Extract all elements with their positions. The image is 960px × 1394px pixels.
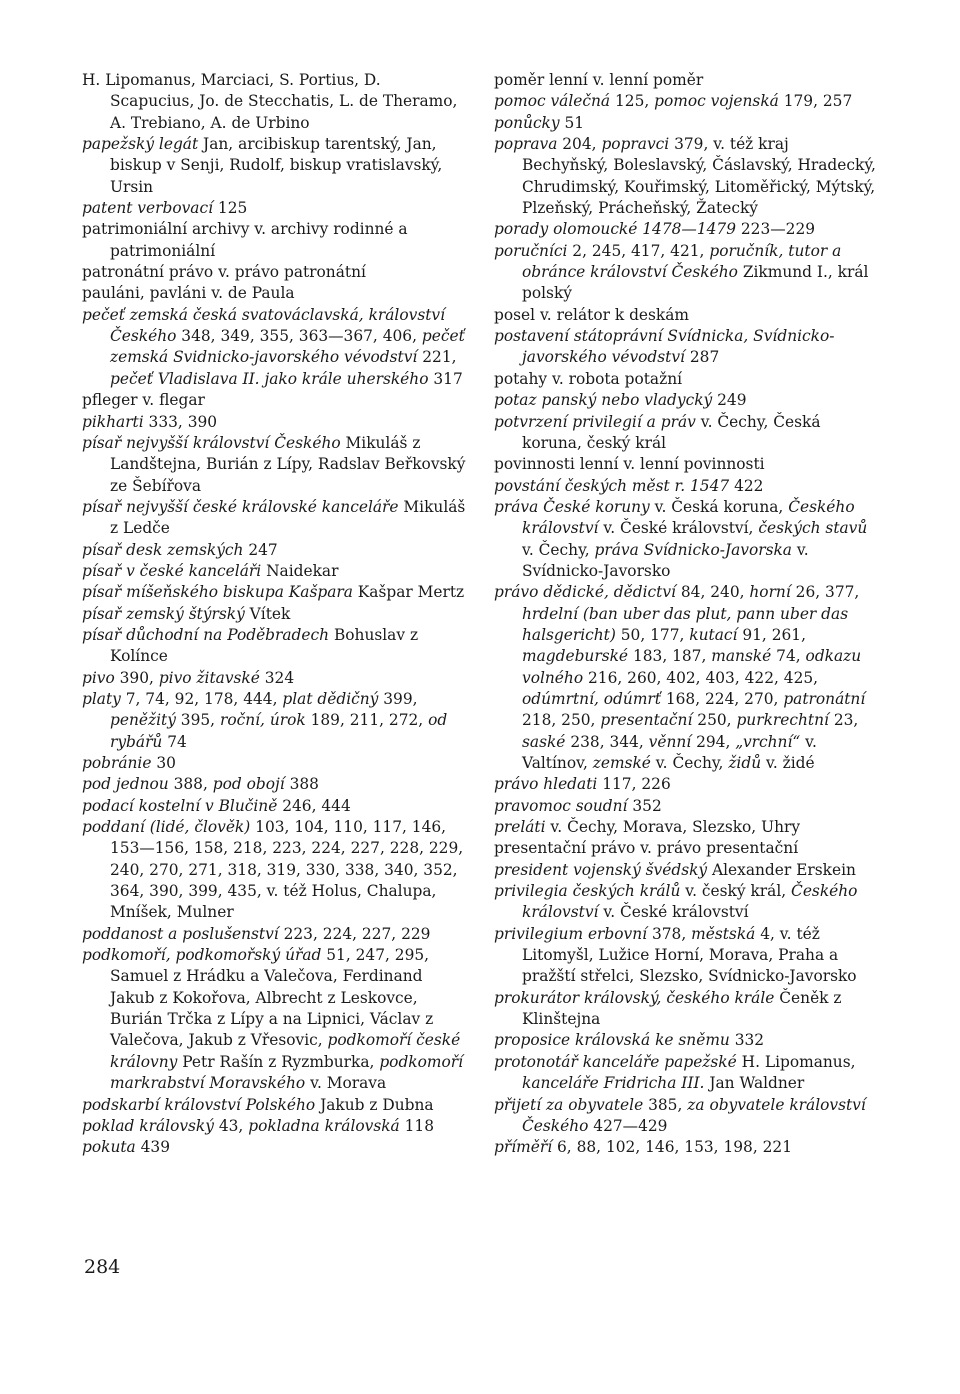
index-entry: [494, 860, 880, 881]
entry-text: Jan Waldner: [704, 1074, 805, 1093]
index-entry: [82, 689, 466, 753]
index-entry: [82, 1137, 466, 1158]
entry-term: potaz panský nebo vladycký: [494, 391, 713, 410]
entry-text: pfleger v. flegar: [82, 391, 205, 410]
index-column-right: [494, 70, 880, 1159]
entry-term: pravomoc soudní: [494, 796, 628, 815]
index-entry: [82, 604, 466, 625]
entry-text: v. český král,: [680, 882, 792, 901]
index-entry: [82, 924, 466, 945]
entry-text: 125: [213, 199, 248, 218]
entry-text: 4, v. též Litomyšl, Lužice Horní, Morava, Praha a pražští střelci, Slezsko, Svídnicko-Javorsko: [522, 924, 857, 986]
entry-text: v. Valtínov,: [522, 732, 817, 772]
entry-text: 294,: [691, 732, 736, 751]
index-entry: [494, 1052, 880, 1095]
index-entry: [494, 924, 880, 988]
entry-text: 74: [162, 732, 187, 751]
index-entry: [82, 433, 466, 497]
entry-text: v. Morava: [305, 1074, 387, 1093]
entry-term: magdeburské: [522, 647, 629, 666]
index-entry: [494, 390, 880, 411]
index-entry: [82, 497, 466, 540]
entry-text: 385,: [643, 1095, 688, 1114]
entry-term: povstání českých měst r. 1547: [494, 476, 730, 495]
index-entry: [494, 326, 880, 369]
index-entry: [494, 881, 880, 924]
entry-text: 333, 390: [143, 412, 218, 431]
index-entry: [82, 305, 466, 390]
entry-term: roční, úrok: [219, 711, 306, 730]
entry-text: 427—429: [588, 1116, 668, 1135]
entry-text: patronátní právo v. právo patronátní: [82, 263, 366, 282]
entry-text: Alexander Erskein: [707, 860, 856, 879]
entry-text: 422: [729, 476, 764, 495]
entry-term: potvrzení privilegií a práv: [494, 412, 696, 431]
entry-term: pečeť zemská česká svatováclavská, království Českého: [82, 305, 446, 346]
entry-term: písař důchodní na Poděbradech: [82, 625, 330, 644]
entry-text: 287: [685, 348, 720, 367]
entry-term: podkomoří české královny: [110, 1031, 461, 1071]
index-entry: [82, 582, 466, 603]
entry-text: 117, 226: [597, 775, 671, 794]
entry-text: v. Čechy,: [650, 754, 729, 772]
entry-text: 125,: [610, 92, 655, 111]
index-entry: [494, 1095, 880, 1138]
entry-text: v. České království,: [598, 519, 759, 538]
entry-text: Bohuslav z Kolínce: [110, 625, 419, 666]
index-entry: [82, 1116, 466, 1137]
entry-text: v. židé: [761, 754, 815, 772]
entry-text: 26, 377,: [790, 583, 860, 602]
entry-text: 218, 250,: [522, 711, 601, 730]
entry-term: písař nejvyšší české královské kanceláře: [82, 497, 399, 516]
index-entry: [494, 369, 880, 390]
index-entry: [82, 774, 466, 795]
index-entry: [494, 91, 880, 112]
entry-term: přijetí za obyvatele: [494, 1095, 644, 1114]
entry-text: 2, 245, 417, 421,: [567, 241, 710, 260]
index-entry: [82, 561, 466, 582]
entry-term: právo hledati: [494, 775, 598, 794]
entry-term: pečeť zemská Svidnicko-javorského vévodství: [110, 327, 465, 367]
entry-text: potahy v. robota potažní: [494, 369, 683, 388]
entry-term: Českého království: [522, 882, 858, 922]
entry-text: 216, 260, 402, 403, 422, 425,: [583, 668, 819, 687]
entry-text: 221,: [417, 348, 457, 367]
entry-text: posel v. relátor k deskám: [494, 305, 690, 324]
entry-text: 91, 261,: [737, 625, 806, 644]
entry-term: podkomoří markrabství Moravského: [110, 1052, 464, 1093]
entry-text: povinnosti lenní v. lenní povinnosti: [494, 455, 765, 474]
entry-text: presentační právo v. právo presentační: [494, 839, 799, 858]
entry-text: Jan, arcibiskup tarentský, Jan, biskup v Senji, Rudolf, biskup vratislavský, Ursin: [110, 135, 443, 196]
entry-term: postavení státoprávní Svídnicka, Svídnicko-javorského vévodství: [494, 327, 835, 367]
entry-text: 179, 257: [778, 92, 853, 111]
entry-term: manské: [711, 647, 772, 666]
entry-term: od rybářů: [110, 711, 448, 751]
index-entry: [82, 198, 466, 219]
entry-text: v. Svídnicko-Javorsko: [522, 540, 809, 580]
entry-text: 352: [627, 796, 662, 815]
index-entry: [494, 796, 880, 817]
entry-term: popravci: [601, 135, 670, 154]
entry-term: Českého království: [522, 497, 855, 538]
index-entry: [494, 817, 880, 838]
index-entry: [494, 219, 880, 240]
entry-text: Kašpar Mertz: [352, 583, 465, 602]
entry-text: 6, 88, 102, 146, 153, 198, 221: [552, 1138, 792, 1157]
entry-term: právo dědické, dědictví: [494, 583, 676, 602]
entry-text: 249: [712, 391, 747, 410]
index-entry: [82, 540, 466, 561]
entry-term: kanceláře Fridricha III.: [522, 1074, 705, 1093]
entry-text: 324: [259, 668, 295, 687]
entry-term: podskarbí království Polského: [82, 1095, 316, 1114]
entry-text: pauláni, pavláni v. de Paula: [82, 284, 295, 303]
entry-term: písař zemský štýrský: [82, 604, 245, 623]
index-column-left: [82, 70, 466, 1159]
entry-term: pokuta: [82, 1138, 136, 1157]
entry-term: pomoc válečná: [494, 92, 611, 111]
entry-term: proposice královská ke sněmu: [494, 1031, 730, 1050]
entry-text: 238, 344,: [565, 732, 649, 751]
entry-term: patronátní: [783, 689, 866, 708]
entry-term: židů: [728, 754, 762, 772]
entry-term: saské: [522, 732, 566, 751]
index-entry: [494, 497, 880, 582]
entry-term: peněžitý: [110, 711, 176, 730]
entry-term: purkrechtní: [736, 711, 829, 730]
entry-term: preláti: [494, 818, 546, 837]
entry-text: v. Čechy, Morava, Slezsko, Uhry: [545, 818, 801, 837]
entry-text: v. Čechy,: [522, 540, 595, 559]
entry-text: Mikuláš z Ledče: [110, 497, 466, 538]
index-entry: [82, 796, 466, 817]
entry-text: H. Lipomanus,: [736, 1052, 856, 1071]
entry-term: platy: [82, 689, 121, 708]
entry-term: zemské: [592, 754, 651, 772]
entry-text: patrimoniální archivy v. archivy rodinné a patrimoniální: [82, 220, 408, 260]
index-entry: [494, 774, 880, 795]
entry-term: písař v české kanceláři: [82, 561, 262, 580]
index-entry: [494, 838, 880, 859]
entry-text: Petr Rašín z Ryzmburka,: [177, 1052, 380, 1071]
entry-term: president vojenský švédský: [494, 860, 708, 879]
index-entry: [82, 70, 466, 134]
entry-text: v. Česká koruna,: [649, 497, 789, 516]
entry-text: 7, 74, 92, 178, 444,: [120, 689, 283, 708]
index-entry: [494, 454, 880, 475]
entry-term: pivo: [82, 668, 115, 687]
index-entry: [494, 113, 880, 134]
index-entry: [494, 582, 880, 774]
entry-term: prokurátor královský, českého krále: [494, 988, 775, 1007]
entry-text: 168, 224, 270,: [660, 689, 784, 708]
entry-text: 348, 349, 355, 363—367, 406,: [176, 327, 422, 346]
entry-text: 247: [243, 540, 278, 559]
page-number: 284: [84, 1256, 121, 1278]
entry-text: 74,: [771, 647, 806, 666]
entry-term: plat dědičný: [282, 689, 379, 708]
entry-term: pod obojí: [212, 775, 285, 794]
index-entry: [82, 283, 466, 304]
entry-text: 379, v. též kraj Bechyňský, Boleslavský, Čáslavský, Hradecký, Chrudimský, Kouřimský, Litoměřický, Mýtský, Plzeňský, Prácheňský, Žatecký: [522, 135, 876, 218]
entry-text: v. Čechy, Česká koruna, český král: [522, 412, 821, 452]
entry-term: protonotář kanceláře papežské: [494, 1052, 737, 1071]
entry-term: privilegia českých králů: [494, 882, 681, 901]
entry-term: podkomoří, podkomořský úřad: [82, 946, 322, 965]
entry-term: za obyvatele království Českého: [522, 1095, 866, 1135]
entry-term: věnní: [648, 732, 692, 751]
entry-term: písař desk zemských: [82, 540, 244, 559]
entry-text: Jakub z Dubna: [315, 1095, 434, 1114]
entry-text: 51, 247, 295, Samuel z Hrádku a Valečova, Ferdinand Jakub z Kokořova, Albrecht z Leskovce, Burián Trčka z Lípy a na Lipnici, Václav z Valečova, Jakub z Vřesovic,: [110, 946, 434, 1050]
entry-text: v. České království: [598, 903, 749, 922]
index-entry: [494, 1030, 880, 1051]
entry-term: příměří: [494, 1138, 553, 1157]
index-entry: [82, 1095, 466, 1116]
index-entry: [82, 945, 466, 1094]
entry-text: 103, 104, 110, 117, 146, 153—156, 158, 218, 223, 224, 227, 228, 229, 240, 270, 271, 318, 319, 330, 338, 340, 352, 364, 390, 399, 435, v. též Holus, Chalupa, Mníšek, Mulner: [110, 818, 464, 922]
entry-text: 43,: [213, 1116, 249, 1135]
entry-term: poddaní (lidé, člověk): [82, 818, 251, 837]
entry-text: H. Lipomanus, Marciaci, S. Portius, D. Scapucius, Jo. de Stecchatis, L. de Theramo, A. Trebiano, A. de Urbino: [82, 71, 458, 132]
entry-term: písař nejvyšší království Českého: [82, 433, 341, 452]
entry-term: odúmrtní, odúmrť: [522, 689, 661, 708]
entry-term: pod jednou: [82, 775, 169, 794]
entry-text: 439: [135, 1138, 170, 1157]
entry-term: pokladna královská: [248, 1116, 400, 1135]
index-entry: [82, 412, 466, 433]
entry-term: pomoc vojenská: [654, 92, 779, 111]
entry-term: poručník, tutor a obránce království Českého: [522, 241, 842, 282]
entry-term: kutací: [689, 625, 738, 644]
entry-text: 118: [399, 1116, 435, 1135]
entry-term: papežský legát: [82, 135, 199, 154]
entry-term: českých stavů: [758, 519, 868, 538]
index-entry: [82, 625, 466, 668]
entry-term: podací kostelní v Blučině: [82, 796, 278, 815]
index-entry: [82, 668, 466, 689]
entry-term: porady olomoucké 1478—1479: [494, 220, 736, 239]
entry-term: pobránie: [82, 754, 152, 772]
index-entry: [494, 134, 880, 219]
entry-term: pikharti: [82, 412, 144, 431]
entry-text: Naidekar: [261, 561, 339, 580]
entry-term: práva Svídnicko-Javorska: [594, 540, 792, 559]
index-entry: [82, 134, 466, 198]
entry-text: 50, 177,: [615, 625, 690, 644]
entry-text: 388: [284, 775, 319, 794]
index-entry: [82, 390, 466, 411]
entry-term: ponůcky: [494, 113, 560, 132]
entry-term: privilegium erbovní: [494, 924, 648, 943]
entry-text: Čeněk z Klinštejna: [522, 988, 842, 1029]
entry-text: 395,: [175, 711, 220, 730]
index-entry: [494, 412, 880, 455]
entry-term: písař míšeňského biskupa Kašpara: [82, 583, 353, 602]
index-entry: [494, 305, 880, 326]
entry-text: Vítek: [244, 604, 291, 623]
entry-text: 399,: [378, 689, 418, 708]
entry-text: 223, 224, 227, 229: [278, 924, 431, 943]
entry-term: práva České koruny: [494, 497, 650, 516]
entry-text: 84, 240,: [675, 583, 750, 602]
index-entry: [82, 219, 466, 262]
entry-text: 246, 444: [277, 796, 351, 815]
entry-term: pečeť Vladislava II. jako krále uherského: [110, 369, 429, 388]
entry-term: „vrchní“: [735, 732, 801, 751]
index-entry: [494, 70, 880, 91]
entry-term: horní: [749, 583, 791, 602]
entry-term: poprava: [494, 135, 558, 154]
entry-text: 204,: [557, 135, 602, 154]
entry-text: 189, 211, 272,: [305, 711, 429, 730]
entry-text: Zikmund I., král polský: [522, 263, 869, 303]
index-entry: [82, 817, 466, 924]
entry-text: 388,: [168, 775, 213, 794]
index-entry: [494, 1137, 880, 1158]
entry-term: poklad královský: [82, 1116, 214, 1135]
entry-term: presentační: [600, 711, 693, 730]
entry-term: poddanost a poslušenství: [82, 924, 279, 943]
entry-term: městská: [691, 924, 756, 943]
entry-term: odkazu volného: [522, 647, 862, 687]
entry-text: poměr lenní v. lenní poměr: [494, 71, 704, 89]
entry-term: hrdelní (ban uber das plut, pann uber das halsgericht): [522, 604, 849, 644]
entry-term: poručníci: [494, 241, 568, 260]
entry-text: 51: [559, 113, 585, 132]
index-entry: [494, 476, 880, 497]
index-entry: [82, 262, 466, 283]
entry-term: pivo žitavské: [158, 668, 260, 687]
entry-text: 390,: [114, 668, 159, 687]
entry-text: Mikuláš z Landštejna, Burián z Lípy, Radslav Beřkovský ze Šebířova: [110, 433, 466, 495]
index-entry: [494, 988, 880, 1031]
entry-text: 378,: [647, 924, 692, 943]
entry-text: 223—229: [736, 220, 816, 239]
entry-text: 183, 187,: [628, 647, 712, 666]
entry-text: 317: [428, 369, 463, 388]
index-entry: [82, 753, 466, 774]
index-entry: [494, 241, 880, 305]
entry-text: 23,: [828, 711, 859, 730]
entry-text: 332: [729, 1031, 765, 1050]
entry-text: 250,: [692, 711, 737, 730]
entry-text: 30: [151, 754, 176, 772]
entry-term: patent verbovací: [82, 199, 214, 218]
